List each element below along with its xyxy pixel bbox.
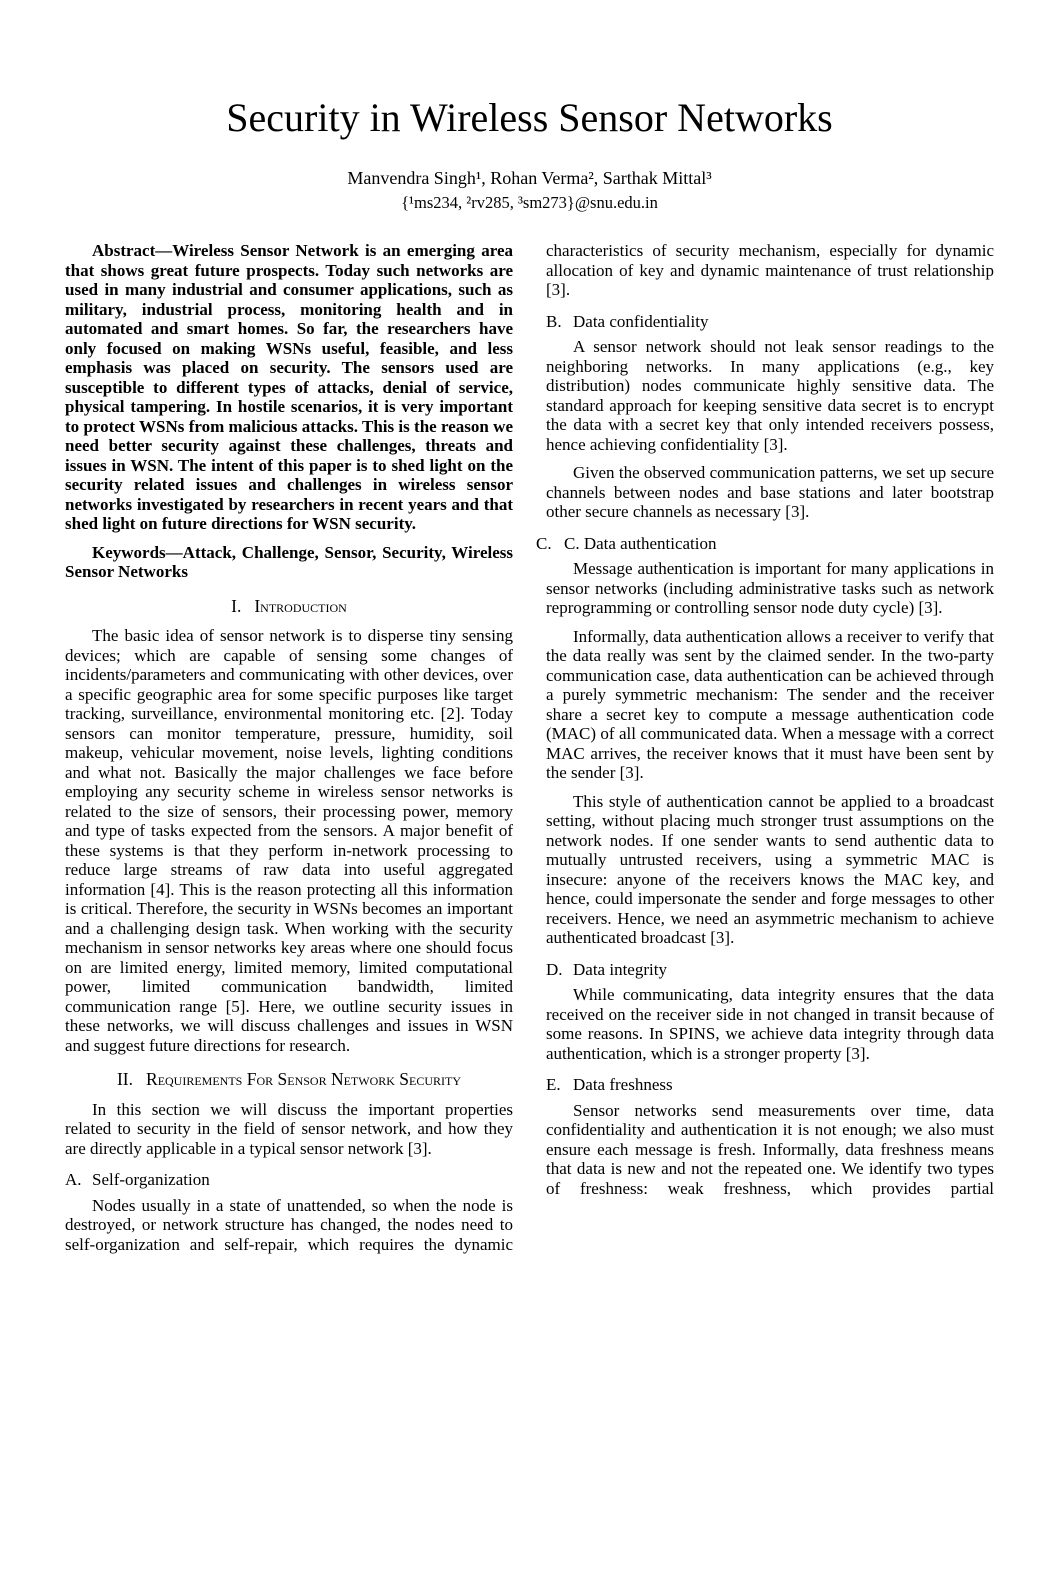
subsection-heading-data-confidentiality bbox=[546, 312, 994, 332]
subsection-number: B. bbox=[546, 311, 562, 331]
data-authentication-paragraph-3: This style of authentication cannot be applied to a broadcast setting, without placing much stronger trust assumptions on the network nodes. If one sender wants to send authentic data to mutually untrusted receivers, using a symmetric MAC is insecure: anyone of the receivers knows the MAC key, and hence, could impersonate the sender and forge messages to other receivers. Hence, we need an asymmetric mechanism to achieve authenticated broadcast [3]. bbox=[546, 791, 994, 948]
two-column-body bbox=[65, 241, 994, 1254]
introduction-paragraph: The basic idea of sensor network is to disperse tiny sensing devices; which are capable of sensing some changes of incidents/parameters and communicating with other devices, over a specific geographic area for some specific purposes like target tracking, surveillance, environmental monitoring etc. [2]. Today sensors can monitor temperature, pressure, humidity, soil makeup, vehicular movement, noise levels, lighting conditions and what not. Basically the major challenges we face before employing any security scheme in wireless sensor networks is related to the size of sensors, their processing power, memory and type of tasks expected from the sensors. A major benefit of these systems is that they perform in-network processing to reduce large streams of raw data into useful aggregated information [4]. This is the reason protecting all this information is critical. Therefore, the security in WSNs becomes an important and a challenging design task. When working with the security mechanism in sensor networks key areas where one should focus on are limited energy, limited memory, limited computational power, limited communication bandwidth, limited communication range [5]. Here, we outline security issues in these networks, we will discuss challenges and issues in WSN and suggest future directions for research. bbox=[65, 626, 513, 1055]
data-freshness-paragraph: Sensor networks send measurements over time, data confidentiality and authentication it is not enough; we also must ensure each message is fresh. Informally, data freshness means that data is new and not the repeated one. We identify two types of freshness: weak freshness, which provides partial bbox=[546, 1100, 994, 1198]
subsection-number: D. bbox=[546, 959, 563, 979]
keywords-text: Attack, Challenge, Sensor, Security, Wireless Sensor Networks bbox=[65, 542, 513, 582]
section-heading-requirements bbox=[65, 1070, 513, 1090]
subsection-heading-data-freshness bbox=[546, 1075, 994, 1095]
data-integrity-paragraph: While communicating, data integrity ensures that the data received on the receiver side in not changed in transit because of some reasons. In SPINS, we achieve data integrity through data authentication, which is a stronger property [3]. bbox=[546, 985, 994, 1063]
subsection-heading-data-authentication bbox=[536, 534, 994, 554]
left-column bbox=[65, 241, 513, 1254]
subsection-heading-self-organization bbox=[65, 1170, 513, 1190]
subsection-title: Self-organization bbox=[92, 1170, 210, 1190]
data-confidentiality-paragraph-2: Given the observed communication patterns, we set up secure channels between nodes and base stations and later bootstrap other secure channels as necessary [3]. bbox=[546, 463, 994, 522]
data-authentication-paragraph-1: Message authentication is important for many applications in sensor networks (including administrative tasks such as network reprogramming or controlling sensor node duty cycle) [3]. bbox=[546, 559, 994, 618]
self-organization-paragraph: Nodes usually in a state of unattended, so when the node is destroyed, or network structure has changed, the nodes need to self-organization and self-repair, which requires the dynamic bbox=[65, 1195, 513, 1254]
keywords-paragraph bbox=[65, 543, 513, 582]
subsection-heading-data-integrity bbox=[546, 960, 994, 980]
abstract-text: Wireless Sensor Network is an emerging area that shows great future prospects. Today such networks are used in many industrial and consumer applications, such as military, industrial process, monitoring health and in automated and smart homes. So far, the researchers have only focused on making WSNs useful, feasible, and less emphasis was placed on security. The sensors used are susceptible to different types of attacks, denial of service, physical tampering. In hostile scenarios, it is very important to protect WSNs from malicious attacks. This is the reason we need better security against these challenges, threats and issues in WSN. The intent of this paper is to shed light on the security related issues and challenges in wireless sensor networks investigated by researchers in recent years and that shed light on future directions for WSN security. bbox=[65, 241, 513, 534]
subsection-title: C. Data authentication bbox=[564, 533, 717, 553]
requirements-intro-paragraph: In this section we will discuss the important properties related to security in the field of sensor network, and how they are directly applicable in a typical sensor network [3]. bbox=[65, 1099, 513, 1158]
subsection-title: Data integrity bbox=[573, 959, 667, 979]
data-authentication-paragraph-2: Informally, data authentication allows a receiver to verify that the data really was sent by the claimed sender. In the two-party communication case, data authentication can be achieved through a purely symmetric mechanism: The sender and the receiver share a secret key to compute a message authentication code (MAC) of all communicated data. When a message with a correct MAC arrives, the receiver knows that it must have been sent by the sender [3]. bbox=[546, 626, 994, 783]
section-title: Requirements For Sensor Network Security bbox=[146, 1069, 462, 1090]
keywords-label: Keywords— bbox=[92, 542, 183, 562]
paper-title: Security in Wireless Sensor Networks bbox=[226, 95, 833, 140]
section-heading-introduction bbox=[65, 597, 513, 617]
data-confidentiality-paragraph-1: A sensor network should not leak sensor readings to the neighboring networks. In many applications (e.g., key distribution) nodes communicate highly sensitive data. The standard approach for keeping sensitive data secret is to encrypt the data with a secret key that only intended receivers possess, hence achieving confidentiality [3]. bbox=[546, 337, 994, 454]
section-title: Introduction bbox=[254, 595, 347, 616]
section-number: II. bbox=[116, 1069, 134, 1090]
paper-page bbox=[0, 95, 1059, 1591]
subsection-number: A. bbox=[65, 1170, 82, 1190]
self-organization-continuation-paragraph: characteristics of security mechanism, especially for dynamic allocation of key and dynamic maintenance of trust relationship [3]. bbox=[546, 241, 994, 300]
abstract-label: Abstract— bbox=[92, 241, 173, 261]
abstract-paragraph bbox=[65, 241, 513, 534]
right-column bbox=[536, 241, 994, 1254]
subsection-number: E. bbox=[546, 1075, 561, 1095]
section-number: I. bbox=[231, 595, 242, 616]
subsection-title: Data freshness bbox=[573, 1075, 673, 1095]
subsection-title: Data confidentiality bbox=[573, 311, 709, 331]
subsection-number: C. bbox=[536, 533, 552, 553]
emails-line: {¹ms234, ²rv285, ³sm273}@snu.edu.in bbox=[401, 192, 658, 212]
authors-line: Manvendra Singh¹, Rohan Verma², Sarthak Mittal³ bbox=[347, 168, 712, 188]
